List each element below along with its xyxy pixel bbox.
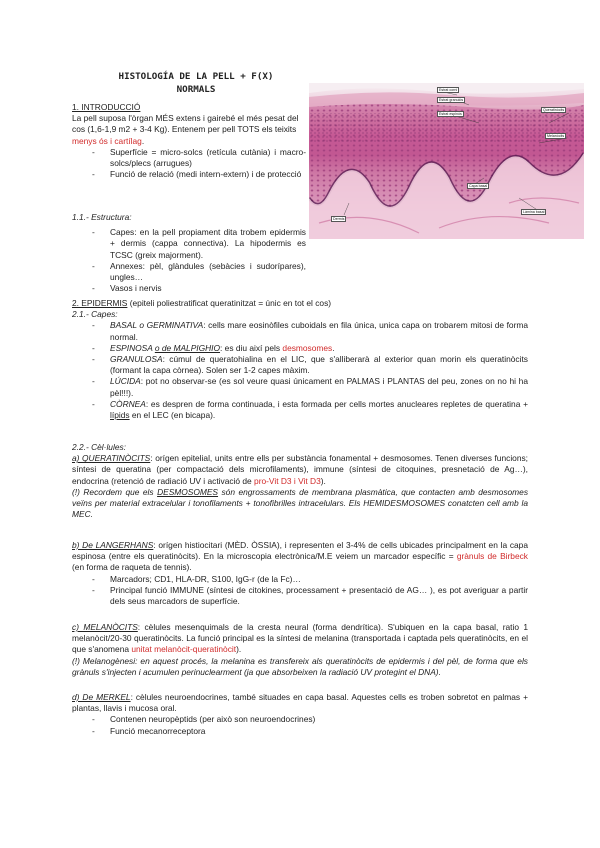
highlight-text: unitat melanòcit-queratinòcit [131,644,237,655]
subsection-heading-text: 2.1.- Capes [72,309,116,320]
title-line-2: NORMALS [176,84,216,95]
section-introduccio [72,102,306,180]
intro-list [72,147,306,181]
term-description-end: ). [320,475,326,486]
term: o de MALPIGHIO [154,342,221,353]
subsection-heading: 2.2.- Cèl·lules: [72,442,126,452]
list-item: - Contenen neuropèptids (per això son neuroendocrines) [72,714,528,725]
highlight-text: grànuls de Birbeck [456,551,528,562]
figure-label: Estrat granulós [439,98,464,102]
figure-label: Capa basal [469,184,488,188]
figure-label: Làmina basal [523,210,545,214]
note-desmosomes [72,487,528,521]
section-heading-text: 2. EPIDERMIS [72,298,128,308]
list-item: - Principal funció IMMUNE (síntesi de citokines, processament + presentació de AG… ), es pot averiguar a partir dels seus marcadors de superfície. [72,585,528,607]
term-description: : es despren de forma continuada, i esta formada per cells mortes anucleares repletes de queratina + [145,398,528,409]
list-item: - Funció de relació (medi intern-extern) i de protecció [72,169,306,180]
list-item: - Marcadors; CD1, HLA-DR, S100, IgG-r (de la Fc)… [72,574,528,585]
list-item [72,399,528,421]
term-description: : orígen epitelial, units entre ells per substància fonamental + desmosomes. Tenen diverses funcions; síntesi de queratina (per compactació dels microfilaments), immune (síntesi de citoquines, presnetació de Ag…), endocrina (retenció de radiació UV i activació de [72,453,529,486]
term: b) De LANGERHANS [72,540,154,550]
figure-label: Dermis [333,217,345,221]
highlight-text: desmosomes [282,342,333,353]
highlight-text: pro-Vit D3 i Vit D3 [254,475,321,486]
term-description: : cèlules mesenquimals de la cresta neural (forma dendrítica). S'ubiquen en la capa basal, ratio 1 melanòcit/20-30 queratinòcits. La funció principal es la síntesi de melanina (transportada i captada pels queratinòcits, en el que s'anomena [72,622,529,655]
paragraph-melanocits [72,622,528,656]
note-text: (!) Recordem que els [72,486,158,497]
estructura-list [72,227,306,294]
paragraph-merkel [72,692,528,714]
list-item [72,354,528,376]
subsection-heading: 1.1.- Estructura: [72,212,132,222]
term-description: : cèlules neuroendocrines, també situades en capa basal. Aquestes cells es troben sobretot en palmas + plantas, llavis i mucosa oral. [72,692,528,714]
list-item [72,376,528,398]
section-heading: 1. INTRODUCCIÓ [72,102,141,112]
highlight-text: menys ós i cartílag [72,135,142,146]
term-description: : cells mare eosinòfiles cuboidals en fila única, unica capa on trobarem mitosi de forma normal. [110,320,529,342]
paragraph-queratinocits [72,453,528,487]
subsection-heading-text: 2.2.- Cèl·lules [72,442,124,452]
list-item [72,343,528,354]
title-line-1: HISTOLOGÍA DE LA PELL + F(X) [118,71,274,82]
term: CÒRNEA [110,398,146,409]
term: BASAL o GERMINATIVA [110,320,204,331]
capes-list [72,320,528,421]
section-merkel [72,692,528,737]
term: c) MELANÒCITS [72,622,138,632]
term: GRANULOSA [110,354,163,365]
term: LÚCIDA [110,376,141,387]
list-item: - Capes: en la pell propiament dita trobem epidermis + dermis (cappa connectiva). La hipodermis es TCSC (greix majorment). [72,227,306,261]
section-heading [72,298,528,309]
term-description: : cúmul de queratohialina en el LIC, que s'alliberarà al exterior quan morin els queratinòcits (formant la capa còrnea). Solen ser 1-2 capes màxim. [110,354,528,376]
term-description-end: ). [236,644,242,655]
term-description: : pot no observar-se (es sol veure quasi únicament en PALMAS i PLANTAS del peu, zones on no hi ha pèl!!!). [110,376,528,398]
term-description: : es diu així pels [220,342,283,353]
list-item: - Superfície = micro-solcs (retícula cutània) i macro-solcs/plecs (arrugues) [72,147,306,169]
merkel-list [72,714,528,736]
intro-text-end: . [141,135,145,146]
term-description-end: en el LEC (en bicapa). [129,410,216,421]
subsection-heading-text: 1.1.- Estructura [72,212,130,222]
section-epidermis [72,298,528,421]
section-langerhans [72,540,528,607]
note-text: són engrossaments de membrana plasmàtica, que contacten amb desmosomes veïns per material extracelular i tonofilaments + tonofibrilles intracelulars. Els HEMIDESMOSOMES conatcten cell amb la MEC. [72,486,529,520]
term: a) QUERATINÒCITS [72,453,151,464]
section-estructura [72,212,306,294]
underlined-term: DESMOSOMES [157,486,219,497]
figure-label: Queratinòcits [543,108,565,112]
list-item [72,320,528,342]
section-heading-note: (epiteli poliestratificat queratinitzat = únic en tot el cos) [127,298,332,308]
intro-paragraph [72,113,306,147]
note-melanogenesi: (!) Melanogènesi: en aquest procés, la melanina es transfereix als queratinòcits de epidermis i del pèl, de forma que els grànuls s'injecten i acumulen perinuclearment (ja que absorbeixen la radiació UV protegint el DNA). [72,655,528,677]
list-item: - Annexes: pèl, glàndules (sebàcies i sudorípares), ungles… [72,261,306,283]
figure-label: Estrat corni [439,88,458,92]
term-description: : orígen histiocitari (MÈD. ÒSSIA), i representen el 3-4% de cells ubicades principalment en la capa espinosa (entre els queratinòcits). En la microscopia electrònica/M.E veiem un marcador específic = [72,540,529,562]
subsection-heading: 2.1.- Capes: [72,309,118,320]
list-item: - Vasos i nervis [72,283,306,294]
section-melanocits [72,622,528,678]
section-cellules [72,442,528,520]
figure-label: Estrat espinós [439,112,462,116]
underlined-term: lípids [110,410,130,421]
paragraph-langerhans [72,540,528,574]
term-description-end: (en forma de raqueta de tennis). [72,562,192,573]
term: ESPINOSA [110,342,155,353]
langerhans-list [72,574,528,608]
term: d) De MERKEL [72,692,131,702]
intro-text: La pell suposa l'òrgan MÉS extens i gairebé el més pesat del cos (1,6-1,9 m2 + 3-4 Kg). Entenem per pell TOTS els teixits [72,113,299,135]
list-item: - Funció mecanorreceptora [72,726,528,737]
term-description-end: . [332,342,335,353]
histology-image [309,83,584,239]
document-title [86,70,306,96]
figure-label: Melanòcits [547,134,565,138]
